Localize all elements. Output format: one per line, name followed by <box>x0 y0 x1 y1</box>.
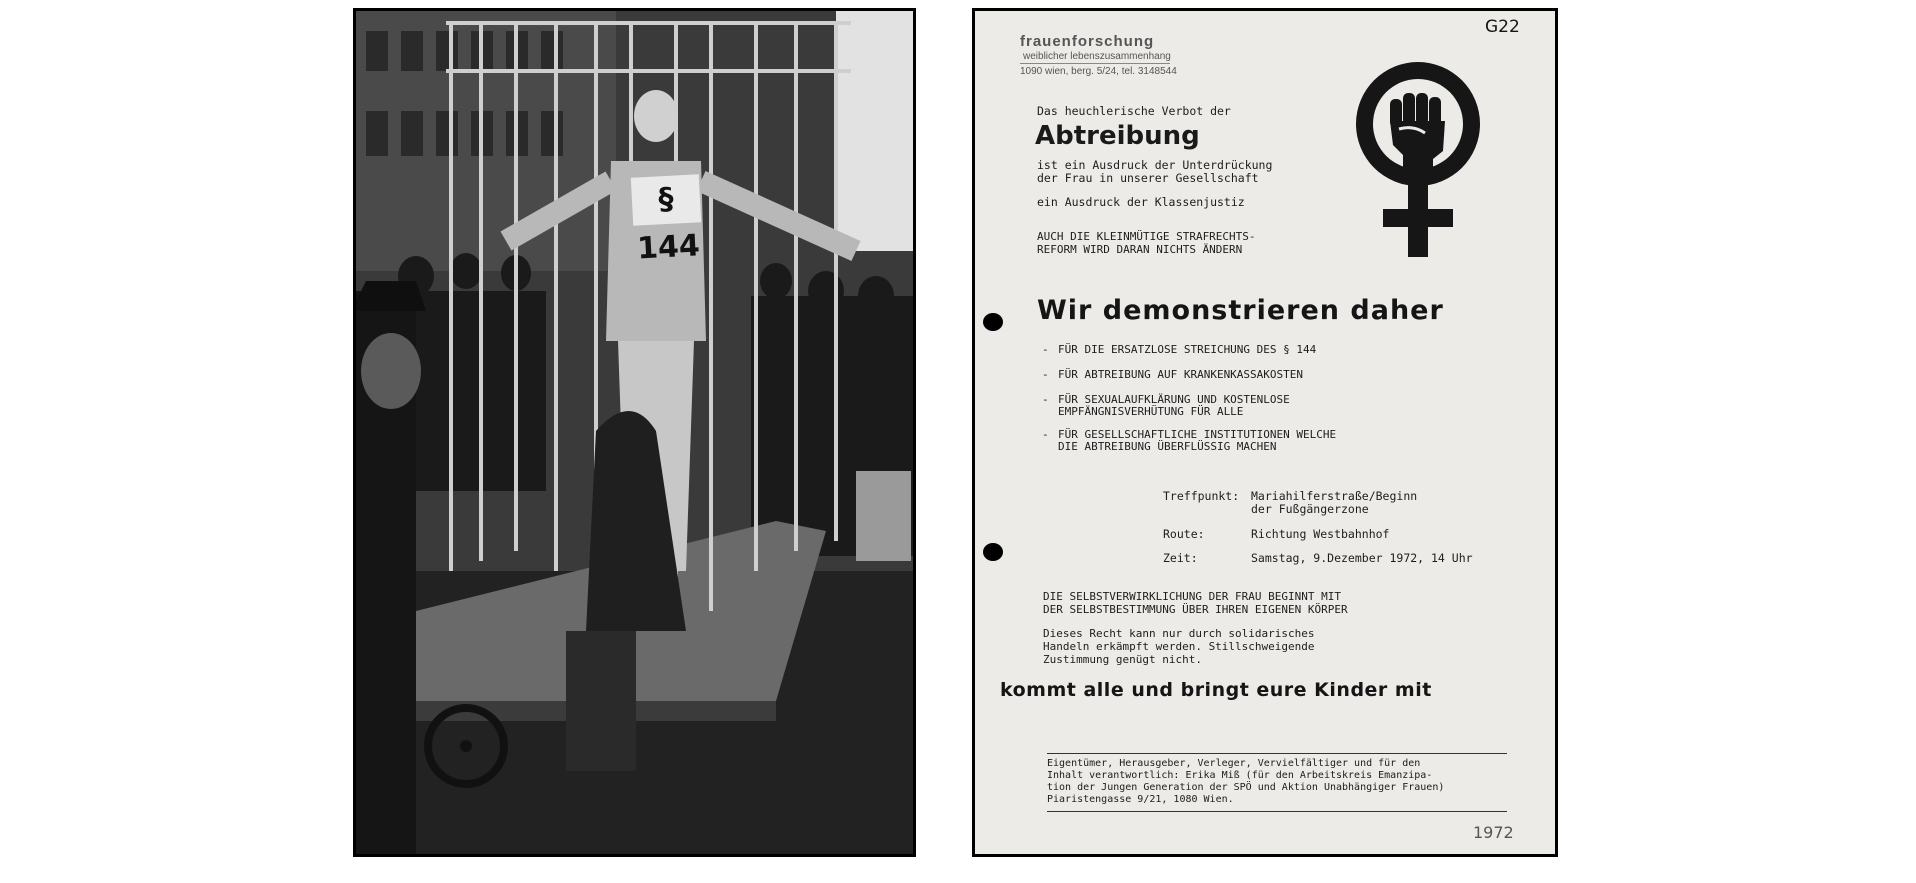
feminist-fist-symbol-icon <box>1353 59 1493 259</box>
solidarity-line-1: Dieses Recht kann nur durch solidarisches <box>1043 627 1315 640</box>
punch-hole-top <box>983 313 1003 331</box>
imprint-line-2: Inhalt verantwortlich: Erika Miß (für den Arbeitskreis Emanzipa- <box>1047 770 1433 781</box>
statement-line-1: ist ein Ausdruck der Unterdrückung <box>1037 158 1273 172</box>
punch-hole-bottom <box>983 543 1003 561</box>
route-row: Route: Richtung Westbahnhof <box>1163 527 1390 541</box>
imprint-line-1: Eigentümer, Herausgeber, Verleger, Vervielfältiger und für den <box>1047 758 1421 769</box>
solidarity-line-2: Handeln erkämpft werden. Stillschweigende <box>1043 640 1315 653</box>
statement-2: ein Ausdruck der Klassenjustiz <box>1037 195 1245 209</box>
time-row: Zeit: Samstag, 9.Dezember 1972, 14 Uhr <box>1163 551 1473 565</box>
archive-number: G22 <box>1485 17 1520 37</box>
imprint-line-3: tion der Jungen Generation der SPÖ und Aktion Unabhängiger Frauen) <box>1047 782 1445 793</box>
meeting-point-row: Treffpunkt: Mariahilferstraße/Beginn der Fußgängerzone <box>1163 489 1418 516</box>
checkered-bag <box>856 471 911 561</box>
reform-line-1: AUCH DIE KLEINMÜTIGE STRAFRECHTS- <box>1037 230 1256 243</box>
selfdetermination-line-2: DER SELBSTBESTIMMUNG ÜBER IHREN EIGENEN KÖRPER <box>1043 603 1348 616</box>
demand-item: - FÜR DIE ERSATZLOSE STREICHUNG DES § 144 <box>1042 343 1317 356</box>
demand-heading: Wir demonstrieren daher <box>1037 295 1444 326</box>
handwritten-year: 1972 <box>1473 823 1514 842</box>
call-to-action: kommt alle und bringt eure Kinder mit <box>1000 679 1432 701</box>
imprint-top-rule <box>1047 753 1507 754</box>
selfdetermination-line-1: DIE SELBSTVERWIRKLICHUNG DER FRAU BEGINNT MIT <box>1043 590 1342 603</box>
bright-sky <box>836 11 916 251</box>
woman-head <box>634 90 678 142</box>
photo-scene <box>356 11 916 857</box>
demand-item: - FÜR ABTREIBUNG AUF KRANKENKASSAKOSTEN <box>1042 368 1304 381</box>
stamp-address: 1090 wien, berg. 5/24, tel. 3148544 <box>1020 66 1177 77</box>
paragraph-144-sign: § 144 <box>631 174 701 225</box>
headline: Abtreibung <box>1035 121 1200 151</box>
demand-item: - FÜR GESELLSCHAFTLICHE INSTITUTIONEN WELCHE DIE ABTREIBUNG ÜBERFLÜSSIG MACHEN <box>1042 428 1337 453</box>
intro-text: Das heuchlerische Verbot der <box>1037 104 1231 118</box>
demonstration-flyer <box>972 8 1558 857</box>
stamp-line <box>1020 63 1170 64</box>
stamp-org-name: frauenforschung <box>1020 33 1155 50</box>
reform-line-2: REFORM WIRD DARAN NICHTS ÄNDERN <box>1037 243 1243 256</box>
imprint-bottom-rule <box>1047 811 1507 812</box>
statement-line-2: der Frau in unserer Gesellschaft <box>1037 171 1259 185</box>
solidarity-line-3: Zustimmung genügt nicht. <box>1043 653 1202 666</box>
demand-item: - FÜR SEXUALAUFKLÄRUNG UND KOSTENLOSE EMPFÄNGNISVERHÜTUNG FÜR ALLE <box>1042 393 1290 418</box>
stamp-subtitle: weiblicher lebenszusammenhang <box>1023 51 1171 62</box>
imprint-line-4: Piaristengasse 9/21, 1080 Wien. <box>1047 794 1234 805</box>
protest-photo <box>353 8 916 857</box>
